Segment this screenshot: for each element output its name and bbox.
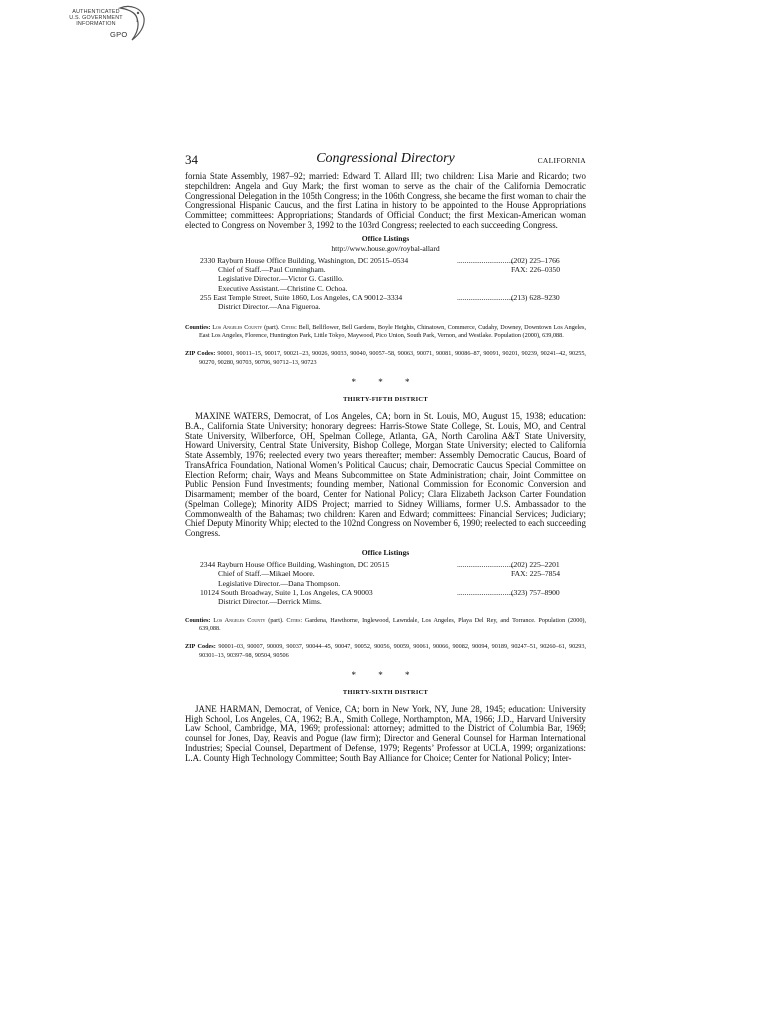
section-divider-stars: * * * [351, 669, 420, 680]
listing-text: Executive Assistant.—Christine C. Ochoa. [218, 283, 348, 293]
listing-row [185, 569, 586, 578]
leader-dots: .............................. [457, 293, 514, 303]
listing-row [185, 560, 586, 569]
listing-text: District Director.—Derrick Mims. [218, 597, 322, 607]
leader-dots: .............................. [457, 587, 514, 597]
office-listings-heading: Office Listings [361, 233, 410, 243]
counties-note: Counties: Los Angeles County (part). Cities: Gardena, Hawthorne, Inglewood, Lawndale, Los Angeles, Playa Del Rey, and Torrance. Population (2000), 639,088. [185, 616, 587, 633]
listing-text: 255 East Temple Street, Suite 1860, Los Angeles, CA 90012–3334 [200, 293, 403, 303]
seal-line-1: AUTHENTICATED [72, 9, 120, 15]
section-divider-stars: * * * [351, 377, 420, 388]
zip-codes-note: ZIP Codes: 90001–03, 90007, 90009, 90037, 90044–45, 90047, 90052, 90056, 90059, 90061, 90066, 90082, 90094, 90189, 90247–51, 90260–61, 90293, 90301–13, 90397–98, 90504, 90506 [185, 643, 586, 659]
listing-phone: (202) 225–2201 [511, 559, 560, 569]
listing-text: Legislative Director.—Dana Thompson. [218, 578, 341, 588]
listing-text: 2344 Rayburn House Office Building, Washington, DC 20515 [200, 559, 390, 569]
listing-phone: (323) 757–8900 [511, 587, 560, 597]
listing-row [185, 579, 586, 588]
website-url[interactable]: http://www.house.gov/roybal-allard [331, 243, 440, 253]
seal-line-2: U.S. GOVERNMENT [69, 15, 123, 21]
leader-dots: .............................. [457, 255, 514, 265]
office-listing [185, 256, 586, 312]
zip-codes-note: ZIP Codes: 90001, 90011–15, 90017, 90021–23, 90026, 90033, 90040, 90057–58, 90063, 90071, 90081, 90086–87, 90091, 90201, 90239, 90241–42, 90255, 90270, 90280, 90703, 90706, 90712–13, 90723 [185, 350, 586, 366]
listing-text: Legislative Director.—Victor G. Castillo. [218, 274, 344, 284]
listing-text: District Director.—Ana Figueroa. [218, 302, 321, 312]
seal-gpo-mark: GPO [110, 30, 128, 39]
listing-row [185, 302, 586, 311]
eagle-icon [114, 4, 148, 48]
page-header [185, 150, 586, 172]
district-heading: THIRTY-SIXTH DISTRICT [342, 688, 429, 696]
listing-phone: FAX: 226–0350 [511, 264, 561, 274]
listing-row [185, 597, 586, 606]
listing-row [185, 588, 586, 597]
listing-text: Chief of Staff.—Mikael Moore. [218, 569, 315, 579]
page-number: 34 [185, 152, 198, 167]
listing-row [185, 256, 586, 265]
listing-phone: (213) 628–9230 [511, 293, 560, 303]
listing-phone: FAX: 225–7854 [511, 569, 561, 579]
page-title: Congressional Directory [316, 151, 455, 166]
seal-line-3: INFORMATION [76, 21, 116, 27]
listing-text: 2330 Rayburn House Office Building, Washington, DC 20515–0534 [200, 255, 409, 265]
counties-note: Counties: Los Angeles County (part). Cities: Bell, Bellflower, Bell Gardens, Boyle Heights, Chinatown, Commerce, Cudahy, Downey, Downtown Los Angeles, East Los Angeles, Florence, Huntington Park, Little Tokyo, Maywood, Pico Union, South Park, Vernon, and Westlake. Population (2000), 639,088. [185, 323, 587, 340]
listing-row [185, 284, 586, 293]
listing-phone: (202) 225–1766 [511, 255, 560, 265]
bio-continued: fornia State Assembly, 1987–92; married: Edward T. Allard III; two children: Lisa Marie and Ricardo; two stepchildren: Angela and Guy Mark; the first woman to serve as the chair of the California Democratic Congressional Delegation in the 105th Congress; in the 106th Congress, she became the first woman to chair the Congressional Hispanic Caucus, and the first Latina in history to be appointed to the House Appropriations Committee; committees: Appropriations; Standards of Official Conduct; the first Mexican-American woman elected to Congress on November 3, 1992 to the 103rd Congress; reelected to each succeeding Congress. [185, 171, 586, 230]
listing-row [185, 293, 586, 302]
listing-text: Chief of Staff.—Paul Cunningham. [218, 264, 326, 274]
state-name: CALIFORNIA [537, 156, 586, 165]
member-bio: JANE HARMAN, Democrat, of Venice, CA; born in New York, NY, June 28, 1945; education: University High School, Los Angeles, CA, 1962; B.A., Smith College, Northampton, MA, 1966; J.D., Harvard University Law School, Cambridge, MA, 1969; professional: attorney; admitted to the District of Columbia Bar, 1969; counsel for Jones, Day, Reavis and Pogue (law firm); Director and General Counsel for Harman International Industries; Special Counsel, Department of Defense, 1979; Regents’ Professor at UCLA, 1999; organizations: L.A. County High Technology Committee; South Bay Alliance for Choice; Center for National Policy; Inter- [185, 703, 586, 763]
office-listings-heading: Office Listings [361, 547, 410, 557]
listing-text: 10124 South Broadway, Suite 1, Los Angeles, CA 90003 [200, 587, 373, 597]
directory-page [185, 150, 586, 763]
listing-row [185, 265, 586, 274]
leader-dots: .............................. [457, 559, 514, 569]
gpo-authentication-seal [58, 4, 150, 48]
district-heading: THIRTY-FIFTH DISTRICT [343, 396, 428, 404]
member-bio: MAXINE WATERS, Democrat, of Los Angeles, CA; born in St. Louis, MO, August 15, 1938; education: B.A., California State University; honorary degrees: Harris-Stowe State College, St. Louis, MO, and Central State University, Wilberforce, OH, Spelman College, Atlanta, GA, North Carolina A&T State University, Howard University, Central State University, Bishop College, Morgan State University; elected to California State Assembly, 1976; reelected every two years thereafter; member: Assembly Democratic Caucus, Board of TransAfrica Foundation, National Women’s Political Caucus; chair, Democratic Caucus Special Committee on Election Reform; chair, Ways and Means Subcommittee on State Administration; chair, Joint Committee on Public Pension Fund Investments; founding member, National Commission for Economic Conversion and Disarmament; member of the board, Center for National Policy; Clara Elizabeth Jackson Carter Foundation (Spelman College); Minority AIDS Project; married to Sidney Williams, former U.S. Ambassador to the Commonwealth of the Bahamas; two children: Karen and Edward; committees: Financial Services; Judiciary; Chief Deputy Minority Whip; elected to the 102nd Congress on November 6, 1990; reelected to each succeeding Congress. [185, 411, 586, 539]
listing-row [185, 274, 586, 283]
office-listing [185, 560, 586, 607]
